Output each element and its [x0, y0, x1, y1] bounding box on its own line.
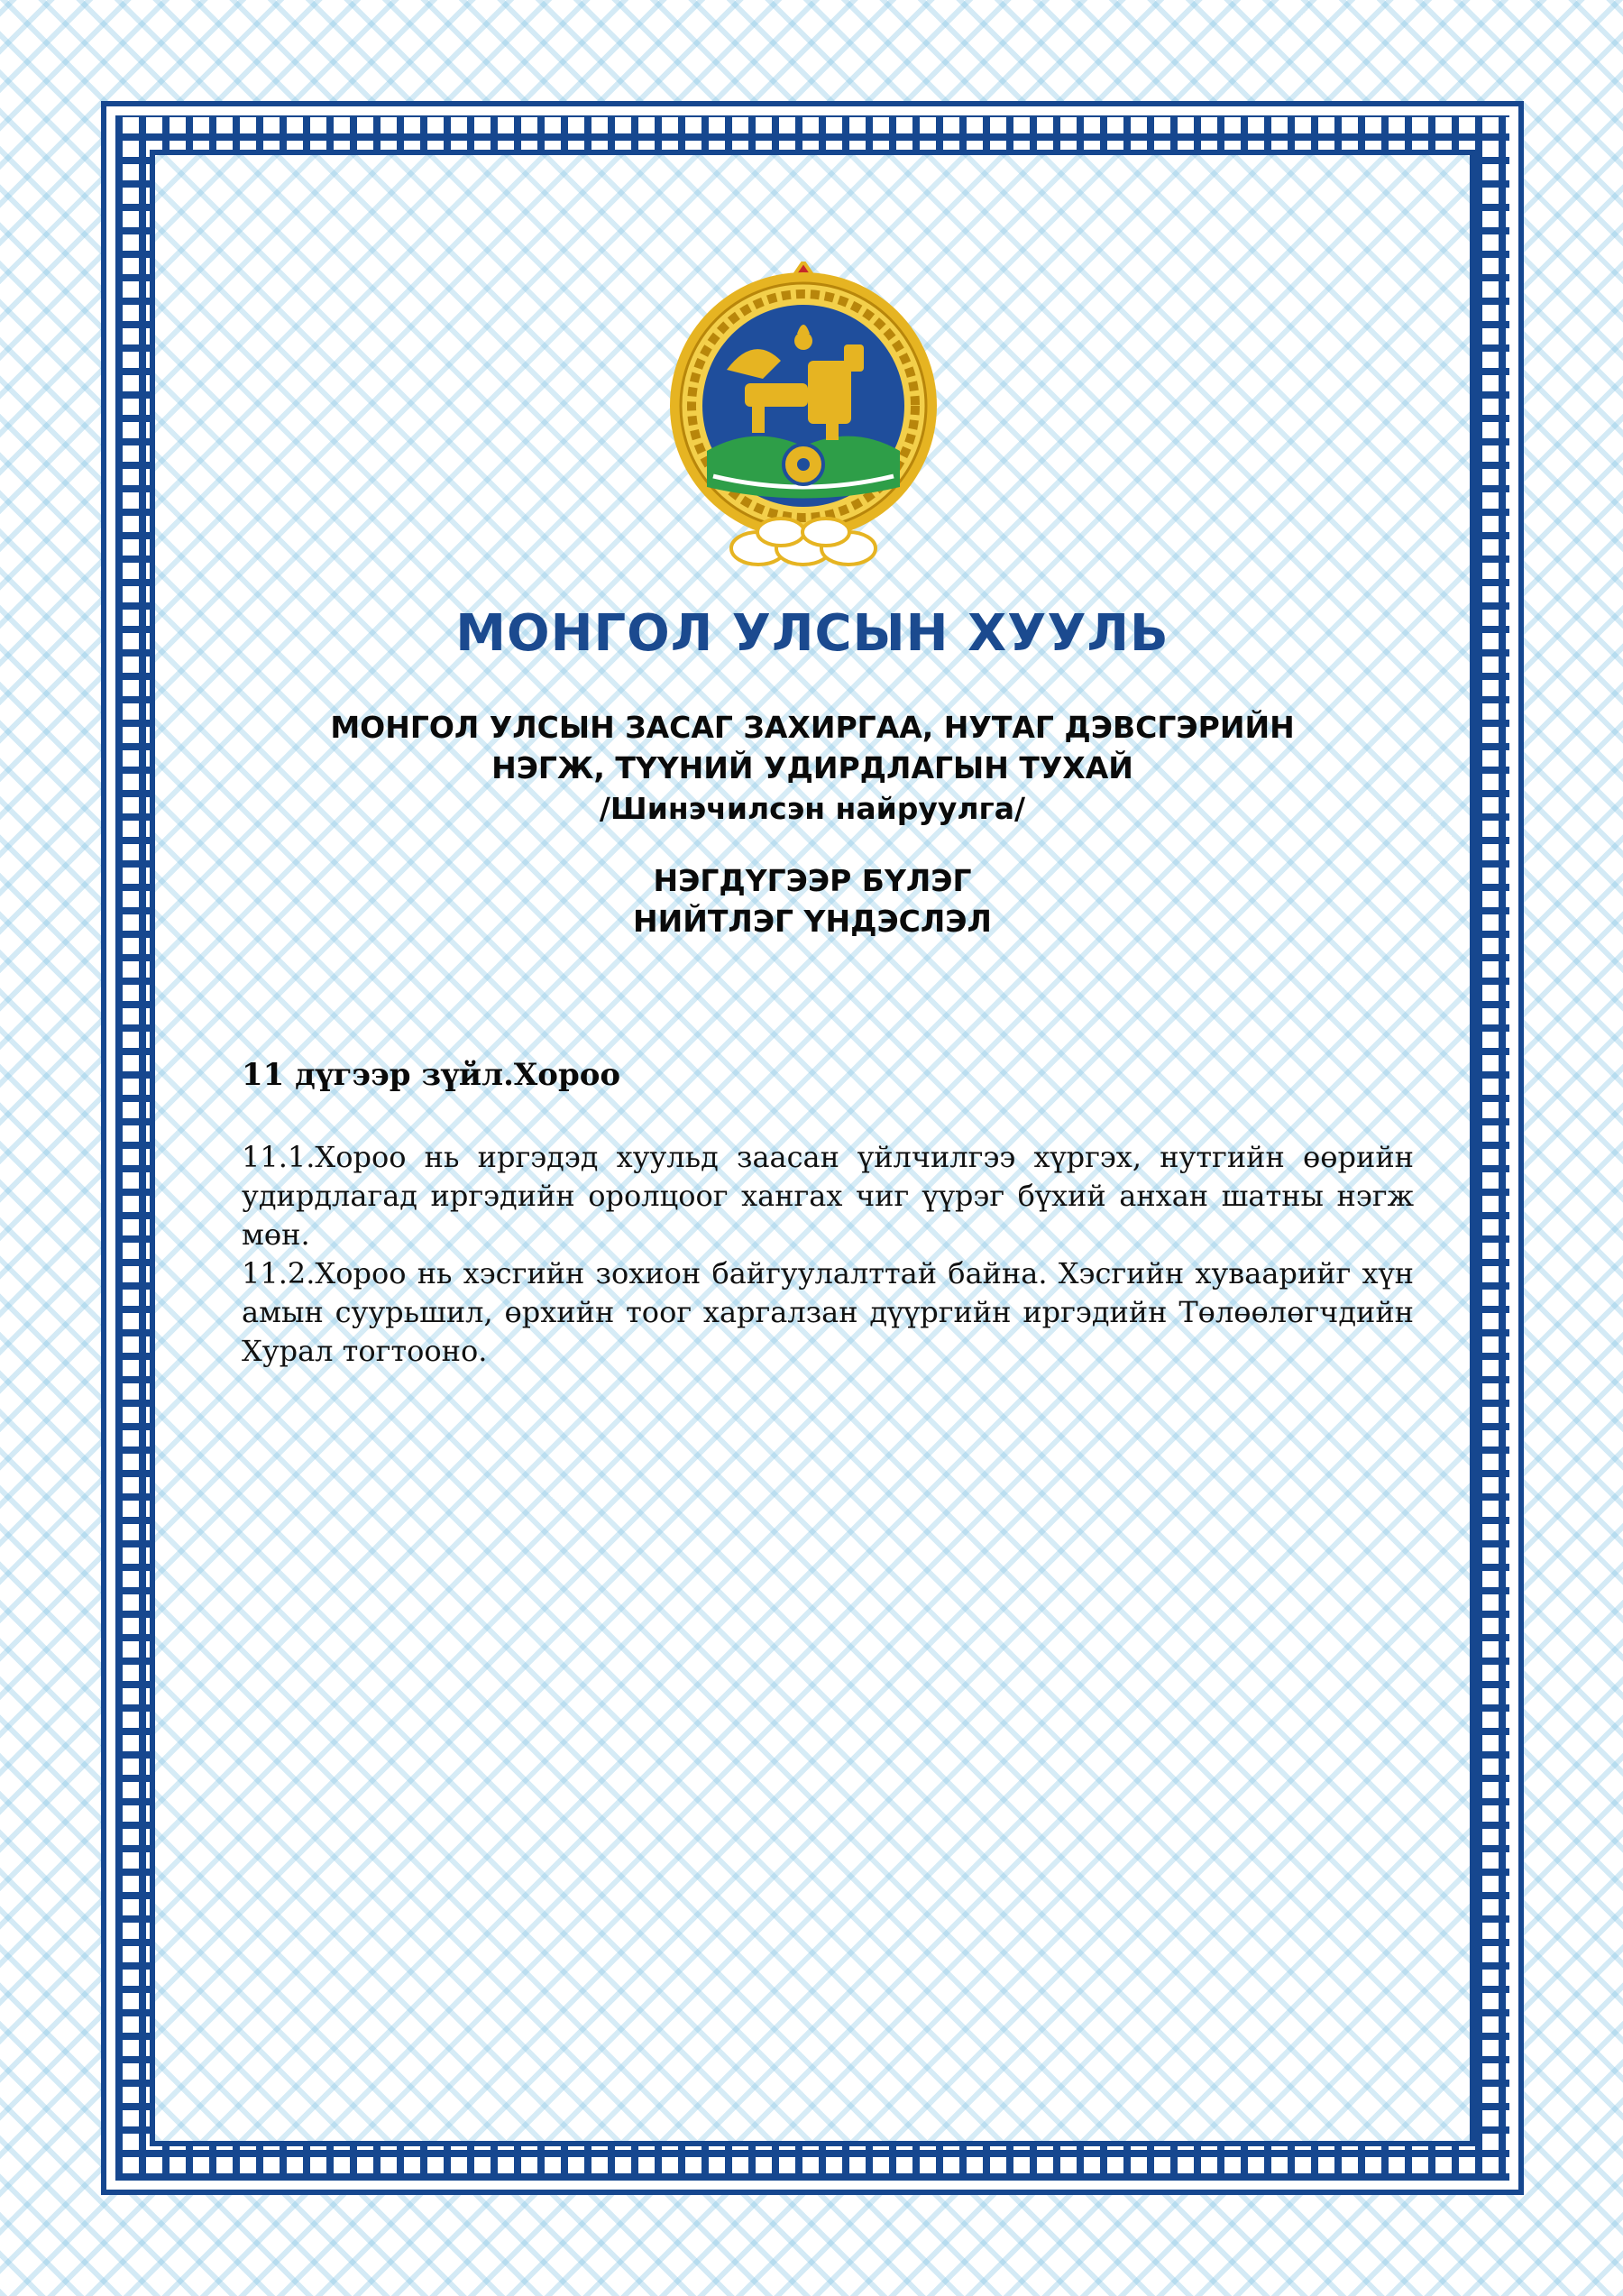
chapter-number: НЭГДҮГЭЭР БҮЛЭГ	[653, 863, 972, 898]
subtitle-note: /Шинэчилсэн найруулга/	[599, 791, 1026, 826]
chapter-heading	[155, 860, 1470, 941]
ornamental-border	[101, 101, 1524, 2195]
border-band	[106, 106, 1518, 2190]
paragraph: 11.2.Хороо нь хэсгийн зохион байгуулалттай байна. Хэсгийн хуваарийг хүн амын суурьшил, өрхийн тоог харгалзан дүүргийн иргэдийн Төлөөлөгчдийн Хурал тогтооно.	[242, 1256, 1414, 1368]
subtitle-line: НЭГЖ, ТҮҮНИЙ УДИРДЛАГЫН ТУХАЙ	[491, 750, 1133, 785]
state-emblem-icon	[664, 262, 943, 568]
document-page	[155, 155, 1470, 2141]
paragraph: 11.1.Хороо нь иргэдэд хуульд заасан үйлчилгээ хүргэх, нутгийн өөрийн удирдлагад иргэдийн оролцоог хангах чиг үүрэг бүхий анхан шатны нэгж мөн.	[242, 1140, 1414, 1252]
article-heading: 11 дүгээр зүйл.Хороо	[242, 1057, 621, 1093]
meander-key-pattern	[115, 115, 1509, 2181]
chapter-title: НИЙТЛЭГ ҮНДЭСЛЭЛ	[633, 904, 992, 939]
article-body	[242, 1138, 1414, 1371]
subtitle-line: МОНГОЛ УЛСЫН ЗАСАГ ЗАХИРГАА, НУТАГ ДЭВСГЭРИЙН	[330, 710, 1295, 745]
law-subtitle	[155, 707, 1470, 829]
law-title: МОНГОЛ УЛСЫН ХУУЛЬ	[455, 604, 1169, 663]
